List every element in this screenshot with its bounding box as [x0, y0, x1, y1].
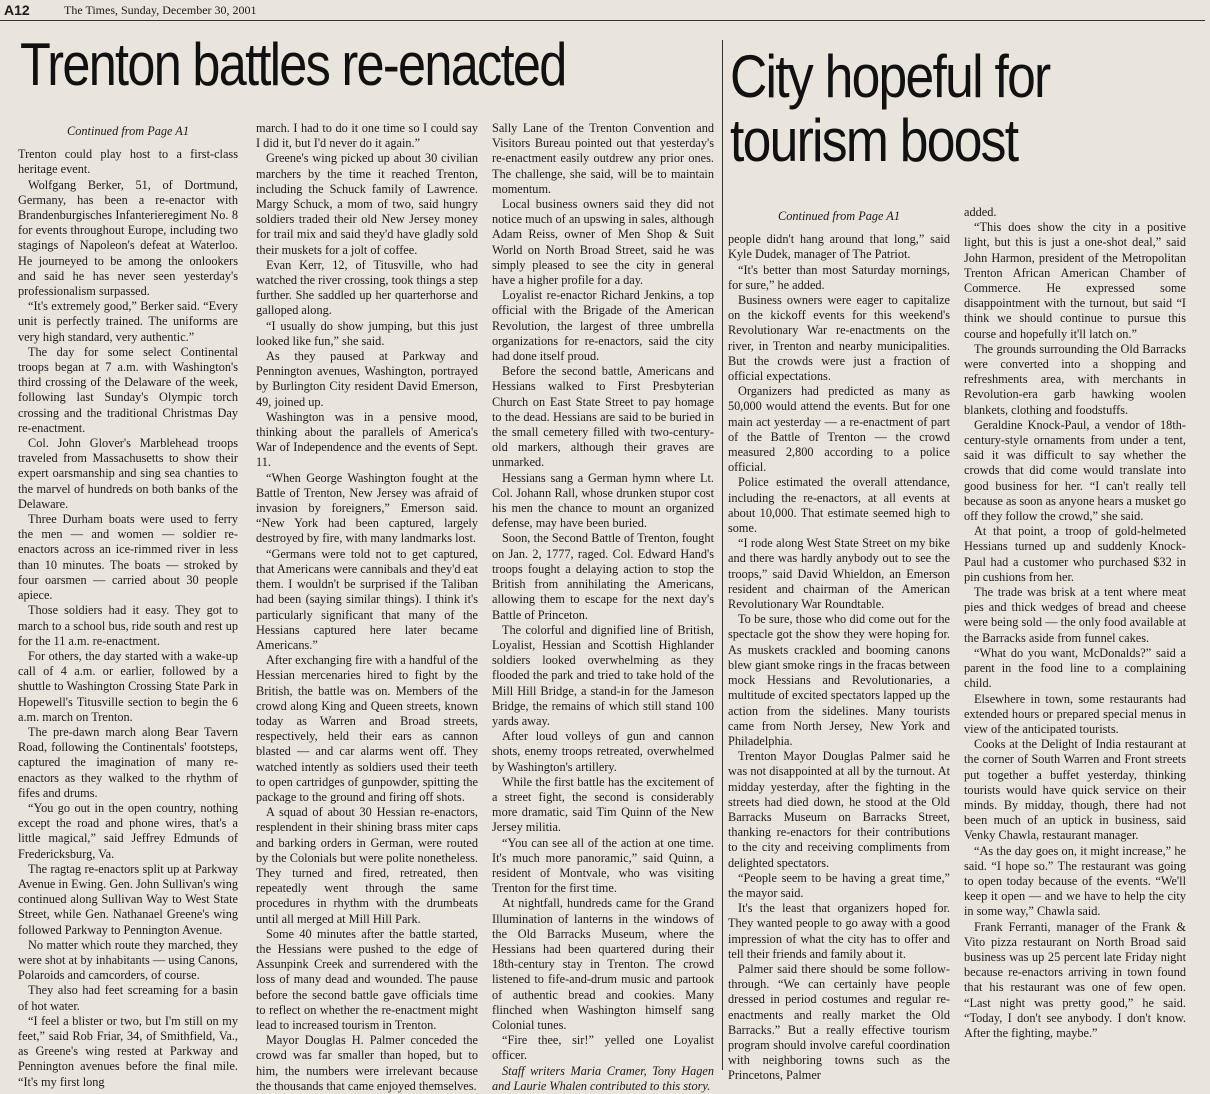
- paragraph: Mayor Douglas H. Palmer conceded the crowd was far smaller than hoped, but to him, the numbers were irrelevant because the thousands that came enjoyed themselves.: [256, 1033, 478, 1093]
- staff-credit: Staff writers Maria Cramer, Tony Hagen and Laurie Whalen contributed to this story.: [492, 1063, 714, 1093]
- paragraph: “When George Washington fought at the Battle of Trenton, New Jersey was afraid of invasion by foreigners,” Emerson said. “New York had been captured, largely destroyed by fire, with many landmarks lost.: [256, 470, 478, 546]
- continued-line: Continued from Page A1: [67, 124, 189, 138]
- paragraph: “Fire thee, sir!” yelled one Loyalist officer.: [492, 1033, 714, 1063]
- paragraph: At that point, a troop of gold-helmeted Hessians turned up and suddenly Knock-Paul had a customer who purchased $32 in pin cushions from her.: [964, 524, 1186, 584]
- paragraph: After exchanging fire with a handful of the Hessian mercenaries hired to fight by the British, the battle was on. Members of the crowd along King and Queen streets, known today as Warren and Broad streets, respectively, held their ears as cannon blasted — and car alarms went off. They watched intently as soldiers used their teeth to open cartridges of gunpowder, spitting the package to the ground and firing off shots.: [256, 653, 478, 804]
- headline-city-hopeful: City hopeful for tourism boost: [730, 43, 1050, 174]
- paragraph: The day for some select Continental troops began at 7 a.m. with Washington's third crossing of the Delaware of the week, following last Sunday's Olympic torch crossing and the traditional Christmas Day re-enactment.: [18, 344, 238, 435]
- story1-column-2: [256, 121, 478, 1093]
- story2-column-1: [728, 205, 950, 1083]
- paragraph: The colorful and dignified line of British, Loyalist, Hessian and Scottish Highlander soldiers looked overwhelming as they flooded the park and tried to take hold of the Mill Hill Bridge, a stand-in for the Jameson Bridge, the remains of which still stand 100 yards away.: [492, 622, 714, 728]
- paragraph: Those soldiers had it easy. They got to march to a school bus, ride south and rest up for the 11 a.m. re-enactment.: [18, 603, 238, 648]
- paragraph: Trenton Mayor Douglas Palmer said he was not disappointed at all by the turnout. At midday yesterday, after the fighting in the streets had died down, he stood at the Old Barracks Museum on Barracks Street, thanking re-enactors for their contributions to the city and receiving compliments from delighted spectators.: [728, 749, 950, 870]
- paragraph: Police estimated the overall attendance, including the re-enactors, at all events at about 10,000. That estimate seemed high to some.: [728, 475, 950, 536]
- paragraph: “Germans were told not to get captured, that Americans were cannibals and they'd eat them. I wouldn't be surprised if the Taliban had been (saying similar things). I think it's particularly significant that many of the Hessians captured here later became Americans.”: [256, 546, 478, 652]
- paragraph: Business owners were eager to capitalize on the kickoff events for this weekend's Revolutionary War re-enactments on the river, in Trenton and nearby municipalities. But the crowds were just a fraction of official expectations.: [728, 293, 950, 384]
- page-number: A12: [4, 2, 30, 18]
- masthead-line: The Times, Sunday, December 30, 2001: [64, 3, 257, 17]
- paragraph: Three Durham boats were used to ferry the men — and women — soldier re-enactors across an ice-rimmed river in less than 10 minutes. The boats — stroked by four oarsmen — carried about 30 people apiece.: [18, 512, 238, 603]
- paragraph: Organizers had predicted as many as 50,000 would attend the events. But for one main act yesterday — a re-enactment of part of the Battle of Trenton — the crowd measured 2,800 according to a police official.: [728, 384, 950, 475]
- story1-column-1: [18, 120, 238, 1089]
- paragraph: Hessians sang a German hymn where Lt. Col. Johann Rall, whose drunken stupor cost his men the chance to mount an organized defense, may have been buried.: [492, 470, 714, 531]
- paragraph: The pre-dawn march along Bear Tavern Road, following the Continentals' footsteps, captured the imagination of many re-enactors as they walked to the rhythm of fifes and drums.: [18, 724, 238, 800]
- paragraph: “People seem to be having a great time,” the mayor said.: [728, 870, 950, 900]
- paragraph: Col. John Glover's Marblehead troops traveled from Massachusetts to show their expert oarsmanship and sing sea chanties to the marvel of hundreds on both banks of the Delaware.: [18, 436, 238, 511]
- paragraph: march. I had to do it one time so I could say I did it, but I'd never do it again.”: [256, 121, 478, 151]
- paragraph: “This does show the city in a positive light, but this is just a one-shot deal,” said John Harmon, president of the Metropolitan Trenton African American Chamber of Commerce. He expressed some disappointment with the turnout, but said “I think we should continue to pursue this course and hopefully it'll latch on.”: [964, 220, 1186, 341]
- paragraph: “It's extremely good,” Berker said. “Every unit is perfectly trained. The uniforms are very high standard, very authentic.”: [18, 299, 238, 344]
- paragraph: Trenton could play host to a first-class heritage event.: [18, 147, 238, 177]
- paragraph: The grounds surrounding the Old Barracks were converted into a shopping and refreshments area, with merchants in Revolution-era garb hawking woolen blankets, clothing and foodstuffs.: [964, 341, 1186, 417]
- paragraph: Local business owners said they did not notice much of an upswing in sales, although Adam Reiss, owner of Men Shop & Suit World on North Broad Street, said he was simply pleased to see the city in general have a higher profile for a day.: [492, 197, 714, 288]
- paragraph: “What do you want, McDonalds?” said a parent in the food line to a complaining child.: [964, 645, 1186, 691]
- paragraph: A squad of about 30 Hessian re-enactors, resplendent in their shining brass miter caps and barking orders in German, were routed by the Colonials but were polite nonetheless. They turned and fired, retreated, then repeatedly went through the same procedures in rhythm with the drumbeats until all merged at Mill Hill Park.: [256, 805, 478, 926]
- paragraph: Some 40 minutes after the battle started, the Hessians were pushed to the edge of Assunpink Creek and surrendered with the loss of many dead and wounded. The pause before the second battle gave officials time to reflect on whether the re-enactment might lead to increased tourism in Trenton.: [256, 926, 478, 1032]
- paragraph: To be sure, those who did come out for the spectacle got the show they were hoping for. As muskets crackled and booming canons blew giant smoke rings in the fracas between mock Hessians and Revolutionaries, a multitude of excited spectators lapped up the action from the sidelines. Many tourists came from North Jersey, New York and Philadelphia.: [728, 612, 950, 748]
- paragraph: Before the second battle, Americans and Hessians walked to First Presbyterian Church on East State Street to pay homage to the dead. Hessians are said to be buried in the small cemetery filled with two-century-old markers, although their graves are unmarked.: [492, 364, 714, 470]
- paragraph: “I usually do show jumping, but this just looked like fun,” she said.: [256, 318, 478, 348]
- paragraph: At nightfall, hundreds came for the Grand Illumination of lanterns in the windows of the Old Barracks Museum, where the Hessians had been quartered during their 18th-century stay in Trenton. The crowd listened to fife-and-drum music and partook of authentic bread and cookies. Many flinched when Washington himself sang Colonial tunes.: [492, 896, 714, 1032]
- paragraph: For others, the day started with a wake-up call of 4 a.m. or earlier, followed by a shuttle to Washington Crossing State Park in Hopewell's Titusville section to begin the 6 a.m. march on Trenton.: [18, 648, 238, 724]
- paragraph: Soon, the Second Battle of Trenton, fought on Jan. 2, 1777, raged. Col. Edward Hand's troops fought a delaying action to stop the British from annihilating the Americans, allowing them to escape for the next day's Battle of Princeton.: [492, 531, 714, 622]
- paragraph: Sally Lane of the Trenton Convention and Visitors Bureau pointed out that yesterday's re-enactment easily outdrew any prior ones. The challenge, she said, will be to maintain momentum.: [492, 121, 714, 196]
- paragraph: Palmer said there should be some follow-through. “We can certainly have people dressed in period costumes and regular re-enactments and really market the Old Barracks.” But a really effective tourism program should involve careful coordination with neighboring towns such as the Princetons, Palmer: [728, 961, 950, 1083]
- paragraph: “You go out in the open country, nothing except the road and phone wires, that's a little magical,” said Jeffrey Edmunds of Fredericksburg, Va.: [18, 800, 238, 861]
- paragraph: No matter which route they marched, they were shot at by inhabitants — using Canons, Polaroids and camcorders, of course.: [18, 937, 238, 983]
- continued-line: Continued from Page A1: [778, 209, 900, 223]
- paragraph: “You can see all of the action at one time. It's much more panoramic,” said Quinn, a resident of Montvale, who was visiting Trenton for the first time.: [492, 835, 714, 896]
- paragraph: “I rode along West State Street on my bike and there was hardly anybody out to see the troops,” said David Whieldon, an Emerson resident and chairman of the American Revolutionary War Roundtable.: [728, 536, 950, 612]
- paragraph: Cooks at the Delight of India restaurant at the corner of South Warren and Front streets put together a buffet yesterday, thinking tourists would have quick service on their minds. By midday, though, there had not been much of an uptick in business, said Venky Chawla, restaurant manager.: [964, 737, 1186, 843]
- paragraph: As they paused at Parkway and Pennington avenues, Washington, portrayed by Burlington City resident David Emerson, 49, joined up.: [256, 349, 478, 409]
- paragraph: people didn't hang around that long,” said Kyle Dudek, manager of The Patriot.: [728, 232, 950, 262]
- paragraph: Wolfgang Berker, 51, of Dortmund, Germany, has been a re-enactor with Brandenburgisches Infanterieregiment No. 8 for events throughout Europe, including two stagings of Napoleon's defeat at Waterloo. He journeyed to be among the onlookers and said he has never seen yesterday's professionalism surpassed.: [18, 177, 238, 299]
- paragraph: “It's better than most Saturday mornings, for sure,” he added.: [728, 262, 950, 292]
- paragraph: added.: [964, 205, 997, 219]
- paragraph: Washington was in a pensive mood, thinking about the parallels of America's War of Independence and the events of Sept. 11.: [256, 409, 478, 470]
- story2-column-2: [964, 205, 1186, 1070]
- paragraph: Elsewhere in town, some restaurants had extended hours or prepared special menus in view of the anticipated tourists.: [964, 691, 1186, 736]
- column-rule: [722, 40, 723, 1070]
- paragraph: Evan Kerr, 12, of Titusville, who had watched the river crossing, took things a step further. She saddled up her quarterhorse and galloped along.: [256, 257, 478, 318]
- paragraph: Geraldine Knock-Paul, a vendor of 18th-century-style ornaments from under a tent, said it was difficult to say whether the crowds that did come would translate into good business for her. “I can't really tell because as soon as anyone hears a musket go off they follow the crowd,” she said.: [964, 417, 1186, 524]
- paragraph: It's the least that organizers hoped for. They wanted people to go away with a good impression of what the city has to offer and tell their friends and family about it.: [728, 901, 950, 961]
- paragraph: “I feel a blister or two, but I'm still on my feet,” said Rob Friar, 34, of Smithfield, Va., as Greene's wing rested at Parkway and Pennington avenues before the final mile. “It's my first long: [18, 1013, 238, 1089]
- paragraph: They also had feet screaming for a basin of hot water.: [18, 983, 238, 1013]
- paragraph: Greene's wing picked up about 30 civilian marchers by the time it reached Trenton, including the Schuck family of Lawrence. Margy Schuck, a mom of two, said hungry soldiers traded their old New Jersey money for trail mix and said they'd have gladly sold their muskets for a jolt of coffee.: [256, 151, 478, 257]
- paragraph: The trade was brisk at a tent where meat pies and thick wedges of bread and cheese were being sold — the only food available at the Barracks aside from funnel cakes.: [964, 585, 1186, 645]
- paragraph: Frank Ferranti, manager of the Frank & Vito pizza restaurant on North Broad said business was up 25 percent late Friday night because re-enactors arriving in town found that his restaurant was one of few open. “Last night was pretty good,” he said. “Today, I don't see anybody. I don't know. After the fighting, maybe.”: [964, 919, 1186, 1040]
- masthead: [0, 0, 1205, 21]
- paragraph: Loyalist re-enactor Richard Jenkins, a top official with the Brigade of the American Revolution, the largest of three umbrella organizations for re-enactors, said the city had done itself proud.: [492, 288, 714, 364]
- paragraph: “As the day goes on, it might increase,” he said. “I hope so.” The restaurant was going to open today because of the events. “We'll keep it open — and we have to help the city in some way,” Chawla said.: [964, 843, 1186, 919]
- story1-column-3: [492, 121, 714, 1093]
- headline-trenton-battles: Trenton battles re-enacted: [20, 31, 566, 98]
- paragraph: The ragtag re-enactors split up at Parkway Avenue in Ewing. Gen. John Sullivan's wing continued along Sullivan Way to West State Street, while Gen. Nathanael Greene's wing followed Parkway to Pennington Avenue.: [18, 861, 238, 937]
- paragraph: While the first battle has the excitement of a street fight, the second is considerably more dramatic, said Tim Quinn of the New Jersey militia.: [492, 774, 714, 835]
- paragraph: After loud volleys of gun and cannon shots, enemy troops retreated, overwhelmed by Washington's artillery.: [492, 729, 714, 774]
